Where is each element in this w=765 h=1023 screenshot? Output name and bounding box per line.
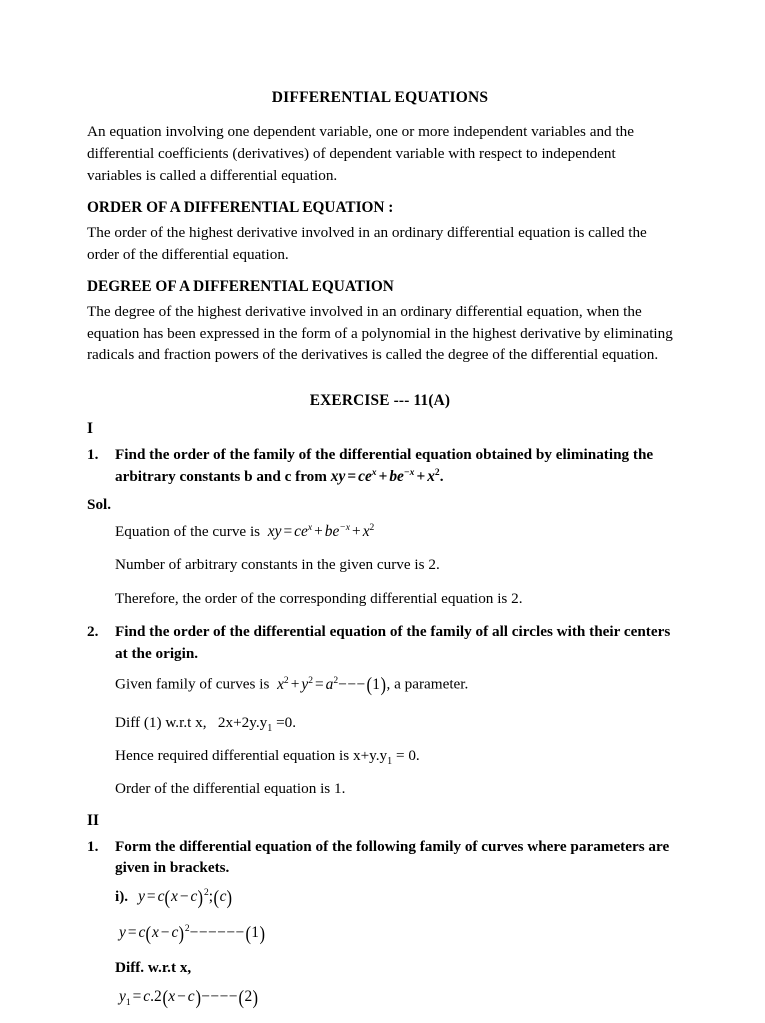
math-paren-open: ( — [164, 886, 171, 909]
math-paren-open: ( — [238, 986, 244, 1009]
math-paren-close: ) — [380, 674, 386, 697]
equation-one-line — [119, 923, 673, 946]
math-equals: = — [314, 675, 324, 693]
question-text: Find the order of the family of the differential equation obtained by eliminating the arbitrary constants b and c from — [115, 446, 654, 485]
section-body-degree: The degree of the highest derivative involved in an ordinary differential equation, when the equation has been expressed in the form of a polynomial in the highest derivative by eliminating radicals and fraction powers of the derivatives is called the degree of the differential equation. — [87, 302, 673, 364]
math-minus: − — [179, 888, 189, 906]
math-paren-open: ( — [366, 674, 372, 697]
math-var-c: c — [171, 924, 179, 942]
question-number: 1. — [87, 446, 99, 464]
math-equals: = — [283, 522, 293, 540]
sub-item-i — [115, 887, 673, 910]
intro-paragraph: An equation involving one dependent variable, one or more independent variables and the differential coefficients (derivatives) of dependent variable with respect to independent variables is called a differential equation. — [87, 123, 634, 185]
math-var-b: b — [389, 467, 398, 485]
question-ii-1 — [87, 836, 673, 879]
hence-expression — [115, 746, 420, 768]
section-heading-order: ORDER OF A DIFFERENTIAL EQUATION : — [87, 199, 394, 217]
math-exp-2: 2 — [333, 674, 339, 686]
part-heading-one: I — [87, 420, 93, 438]
math-paren-open: ( — [213, 886, 220, 909]
math-var-x: x — [168, 988, 176, 1006]
math-var-c: c — [143, 988, 151, 1006]
math-paren-close: ) — [252, 986, 259, 1009]
solution-q1-math — [260, 523, 374, 540]
math-exp-2: 2 — [184, 923, 190, 935]
math-var-c: c — [358, 467, 365, 485]
math-var-e: e — [397, 467, 404, 485]
solution-line-q2-3 — [115, 745, 673, 766]
math-exp-2: 2 — [369, 521, 375, 533]
math-var-y: y — [338, 467, 346, 485]
math-exp-neg-x: −x — [339, 521, 350, 533]
math-exp-x: x — [371, 466, 377, 478]
math-eq-label: 1 — [251, 924, 259, 942]
equation-two-math — [119, 986, 259, 1009]
math-var-y: y — [138, 888, 145, 906]
diff-line-expression — [217, 713, 297, 734]
math-var-a: a — [325, 675, 334, 693]
math-exp-2: 2 — [203, 887, 209, 899]
question-number: 1. — [87, 837, 99, 855]
solution-line-q2-2 — [115, 712, 673, 733]
page-content — [87, 88, 673, 1023]
math-exp-2: 2 — [308, 674, 313, 686]
equation-one-math — [119, 922, 266, 945]
math-minus: − — [177, 988, 186, 1006]
solution-label-q1: Sol. — [87, 495, 112, 513]
diff-line-suffix: =0. — [272, 713, 297, 731]
solution-line-q2-1 — [115, 672, 673, 700]
math-var-e: e — [332, 522, 340, 540]
solution-text-tail: , a parameter. — [386, 675, 469, 693]
diff-line-prefix: Diff (1) w.r.t x, — [115, 713, 207, 731]
math-semicolon: ; — [208, 888, 213, 906]
math-paren-close: ) — [226, 886, 233, 909]
question-number: 2. — [87, 622, 99, 640]
solution-line-q1-3: Therefore, the order of the corresponding differential equation is 2. — [115, 589, 523, 607]
exercise-title: EXERCISE --- 11(A) — [309, 392, 451, 410]
math-exp-neg-x: −x — [403, 466, 415, 478]
math-var-c: c — [219, 888, 227, 906]
section-heading-degree: DEGREE OF A DIFFERENTIAL EQUATION — [87, 277, 394, 295]
sub-item-label: i). — [115, 888, 129, 906]
question-1 — [87, 444, 673, 487]
question-text: Find the order of the differential equation of the family of all circles with their centers at the origin. — [115, 622, 671, 662]
solution-text: Equation of the curve is — [115, 522, 261, 540]
math-paren-close: ) — [195, 986, 201, 1009]
math-equals: = — [347, 467, 357, 485]
math-var-y: y — [119, 924, 126, 942]
spacer — [87, 187, 673, 193]
math-var-x: x — [330, 467, 339, 485]
math-var-x: x — [427, 467, 435, 485]
hence-suffix: = 0. — [392, 746, 420, 764]
math-var-c: c — [138, 924, 146, 942]
equation-two-line — [119, 987, 673, 1010]
math-dash-run: −−−− — [201, 988, 238, 1006]
sub-item-math — [138, 886, 233, 909]
section-body-order: The order of the highest derivative involved in an ordinary differential equation is called the order of the differential equation. — [87, 223, 647, 263]
math-var-c: c — [157, 888, 165, 906]
math-eq-label: 1 — [372, 675, 380, 693]
spacer — [87, 366, 673, 392]
math-var-e: e — [364, 467, 372, 485]
solution-q2-given-math — [269, 674, 386, 697]
math-paren-close: ) — [178, 922, 185, 945]
page-title: DIFFERENTIAL EQUATIONS — [271, 89, 489, 106]
math-exp-x: x — [307, 521, 313, 533]
math-equals: = — [132, 988, 142, 1006]
math-equals: = — [146, 888, 156, 906]
math-dot: . — [150, 988, 154, 1006]
diff-line-math: 2x+2y.y — [217, 713, 268, 731]
math-var-y: y — [119, 988, 126, 1006]
math-sub-1: 1 — [125, 997, 131, 1009]
question-text-tail: . — [439, 467, 444, 485]
math-paren-open: ( — [162, 986, 168, 1009]
math-dash-run: −−−−−− — [189, 924, 245, 942]
solution-line-q2-4: Order of the differential equation is 1. — [115, 780, 346, 798]
spacer — [87, 266, 673, 272]
hence-subscript: 1 — [387, 756, 393, 768]
math-var-x: x — [277, 675, 284, 693]
diff-heading: Diff. w.r.t x, — [115, 958, 192, 976]
math-exp-2: 2 — [283, 674, 289, 686]
math-paren-open: ( — [245, 922, 251, 945]
math-plus: + — [290, 675, 300, 693]
math-var-x: x — [267, 522, 275, 540]
math-plus: + — [416, 467, 426, 485]
part-heading-two: II — [87, 811, 99, 829]
math-var-x: x — [362, 522, 370, 540]
math-var-b: b — [324, 522, 333, 540]
math-var-y: y — [274, 522, 282, 540]
math-paren-close: ) — [197, 886, 204, 909]
math-var-c: c — [294, 522, 302, 540]
diff-line-subscript: 1 — [267, 722, 273, 734]
math-num-2: 2 — [154, 988, 162, 1006]
math-plus: + — [314, 522, 323, 540]
math-minus: − — [160, 924, 170, 942]
math-var-x: x — [151, 924, 159, 942]
question-text: Form the differential equation of the following family of curves where parameters are given in brackets. — [115, 837, 670, 877]
hence-prefix: Hence required differential equation is x+y.y — [115, 746, 388, 764]
question-2 — [87, 621, 673, 664]
math-var-x: x — [171, 888, 178, 906]
math-equals: = — [127, 924, 137, 942]
question-1-math — [327, 468, 440, 485]
solution-text: Given family of curves is — [115, 675, 270, 693]
math-var-c: c — [187, 988, 195, 1006]
math-var-e: e — [301, 522, 308, 540]
math-dash-run: −−− — [338, 675, 366, 693]
math-exp-2: 2 — [434, 466, 440, 478]
solution-line-q1-2: Number of arbitrary constants in the given curve is 2. — [115, 556, 440, 574]
math-plus: + — [378, 467, 388, 485]
math-paren-close: ) — [259, 922, 266, 945]
math-var-c: c — [190, 888, 198, 906]
math-plus: + — [352, 522, 361, 540]
math-eq-label: 2 — [244, 988, 253, 1006]
math-paren-open: ( — [145, 922, 152, 945]
solution-line-q1-1 — [115, 521, 673, 543]
math-var-y: y — [301, 675, 309, 693]
